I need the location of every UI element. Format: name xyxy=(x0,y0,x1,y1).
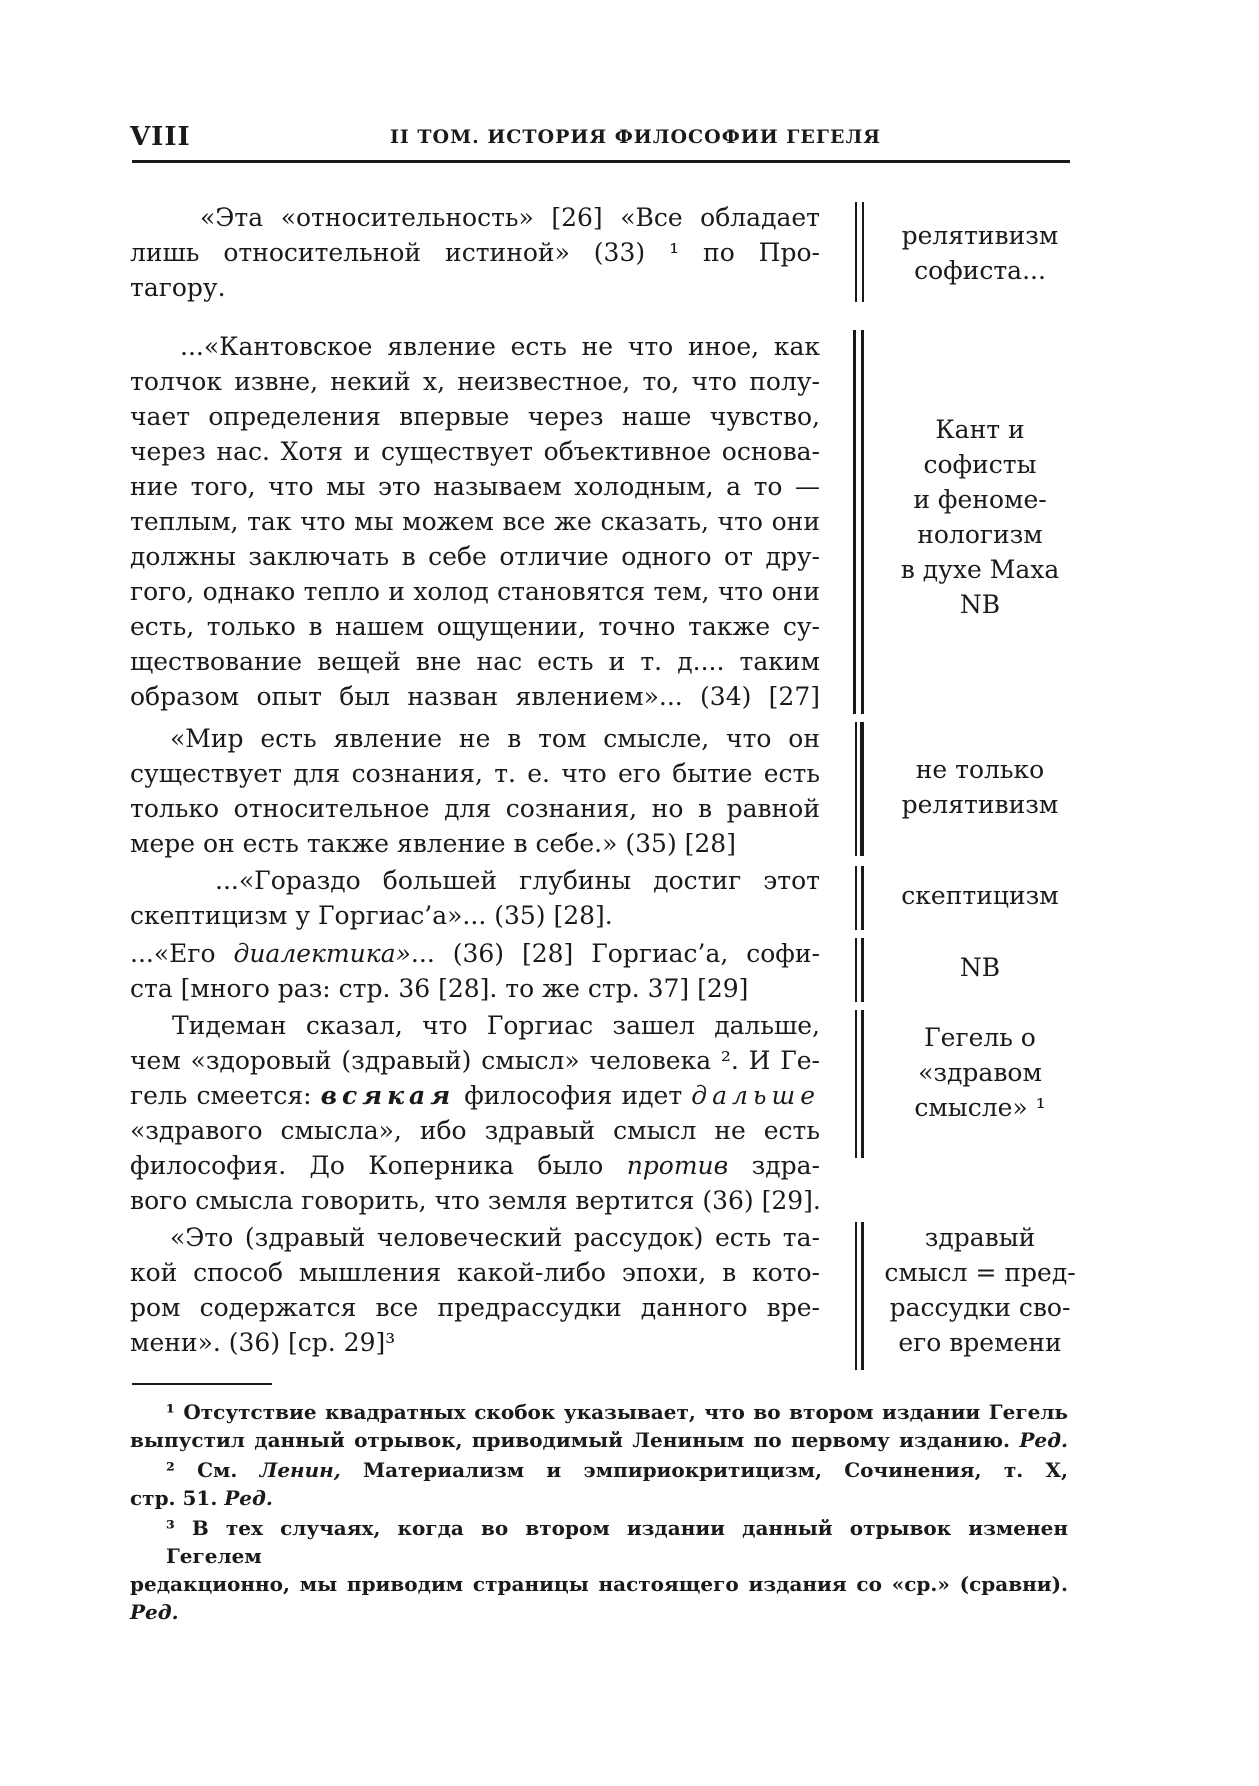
margin-bar xyxy=(862,202,864,302)
text-run: редакционно, мы приводим страницы настоящего издания со «ср.» (сравни). xyxy=(130,1572,1068,1596)
margin-note-line: его времени xyxy=(898,1328,1062,1357)
text-line: «Эта «относительность» [26] «Все обладает xyxy=(200,203,820,232)
text-line: гого, однако тепло и холод становятся тем, что они xyxy=(130,577,820,606)
margin-note-skepticism xyxy=(880,878,1080,913)
author-name: Ленин, xyxy=(259,1458,341,1482)
footnote-rule xyxy=(132,1383,272,1385)
text-line: тагору. xyxy=(130,273,226,302)
text-line: есть, только в нашем ощущении, точно также су- xyxy=(130,612,820,641)
text-line: ществование вещей вне нас есть и т. д.... таким xyxy=(130,647,820,676)
emphasis: диалектика» xyxy=(233,939,411,968)
margin-note-line: релятивизм xyxy=(901,790,1059,819)
text-run: ² См. xyxy=(166,1458,238,1482)
margin-bar xyxy=(861,330,864,714)
editor-mark: Ред. xyxy=(130,1600,179,1624)
text-block-dialectic xyxy=(130,936,820,1006)
text-line xyxy=(130,1078,820,1113)
margin-bar xyxy=(861,1010,864,1158)
text-line: ние того, что мы это называем холодным, а то — xyxy=(130,472,820,501)
text-line: ...«Кантовское явление есть не что иное, как xyxy=(180,332,820,361)
text-block-tiedemann xyxy=(130,1008,820,1218)
margin-note-line: Кант и xyxy=(935,415,1025,444)
text-run: стр. 51. xyxy=(130,1486,218,1510)
text-line: толчок извне, некий x, неизвестное, то, что полу- xyxy=(130,367,820,396)
editor-mark: Ред. xyxy=(1019,1428,1068,1452)
margin-bar xyxy=(861,938,864,1002)
margin-note-line: рассудки сво- xyxy=(889,1293,1071,1322)
margin-bar xyxy=(855,1222,857,1370)
text-line: ром содержатся все предрассудки данного вре- xyxy=(130,1293,820,1322)
emphasis: против xyxy=(626,1151,729,1180)
text-run: философия. До Коперника было xyxy=(130,1151,627,1180)
margin-note-line: софисты xyxy=(923,450,1037,479)
margin-bar xyxy=(855,866,857,930)
text-block-prejudices xyxy=(130,1220,820,1360)
text-block-protagoras xyxy=(130,200,820,305)
editor-mark: Ред. xyxy=(224,1486,273,1510)
text-run: выпустил данный отрывок, приводимый Лениным по первому изданию. xyxy=(130,1428,1010,1452)
text-line: ста [много раз: стр. 36 [28]. то же стр. 37] [29] xyxy=(130,974,749,1003)
margin-bar xyxy=(855,202,857,302)
text-line: чем «здоровый (здравый) смысл» человека ². И Ге- xyxy=(130,1046,820,1075)
text-line: мере он есть также явление в себе.» (35) [28] xyxy=(130,829,736,858)
margin-note-kant xyxy=(880,412,1080,622)
text-line: образом опыт был назван явлением»... (34) [27] xyxy=(130,682,820,711)
page-header xyxy=(130,122,1070,156)
text-line: «Мир есть явление не в том смысле, что он xyxy=(170,724,820,753)
margin-note-line: релятивизм xyxy=(901,221,1059,250)
footnote-line: ³ В тех случаях, когда во втором издании данный отрывок изменен Гегелем xyxy=(166,1516,1068,1568)
footnote-line xyxy=(130,1570,1068,1626)
footnote-line xyxy=(130,1484,1068,1512)
page-number: VIII xyxy=(130,122,191,152)
margin-bar xyxy=(853,330,856,714)
text-line: ...«Гораздо большей глубины достиг этот xyxy=(215,866,820,895)
footnote-line xyxy=(130,1426,1068,1454)
margin-bar xyxy=(861,866,864,930)
text-run: здра- xyxy=(728,1151,820,1180)
margin-bar xyxy=(860,722,864,856)
margin-note-prejudices xyxy=(880,1220,1080,1360)
footnote-2 xyxy=(130,1456,1068,1512)
margin-note-line: скептицизм xyxy=(901,881,1059,910)
text-line: Тидеман сказал, что Горгиас зашел дальше, xyxy=(172,1011,820,1040)
text-line: должны заключать в себе отличие одного от дру- xyxy=(130,542,820,571)
text-line xyxy=(130,1148,820,1183)
text-line: «здравого смысла», ибо здравый смысл не есть xyxy=(130,1116,820,1145)
spaced-emphasis: дальше xyxy=(691,1081,820,1110)
running-title: II ТОМ. ИСТОРИЯ ФИЛОСОФИИ ГЕГЕЛЯ xyxy=(390,126,882,148)
text-line: «Это (здравый человеческий рассудок) есть та- xyxy=(170,1223,820,1252)
text-run: ...«Его xyxy=(130,939,234,968)
margin-note-line: и феноме- xyxy=(913,485,1047,514)
footnote-3 xyxy=(130,1514,1068,1626)
margin-note-line: софиста... xyxy=(914,256,1046,285)
margin-bar xyxy=(855,938,857,1002)
margin-note-nb xyxy=(880,950,1080,985)
text-block-kant xyxy=(130,329,820,714)
margin-note-line: «здравом xyxy=(918,1058,1042,1087)
text-line: вого смысла говорить, что земля вертится (36) [29]. xyxy=(130,1186,821,1215)
margin-note-line: в духе Маха xyxy=(900,555,1060,584)
footnote-line xyxy=(130,1456,1068,1484)
margin-bar xyxy=(855,722,857,856)
text-line: скептицизм у Горгиас’а»... (35) [28]. xyxy=(130,901,613,930)
margin-note-line: здравый xyxy=(924,1223,1036,1252)
margin-note-line: смысл = пред- xyxy=(884,1258,1076,1287)
margin-note-line: NB xyxy=(959,953,1001,982)
margin-bar xyxy=(861,1222,864,1370)
text-block-world xyxy=(130,721,820,861)
margin-note-common-sense xyxy=(880,1020,1080,1125)
text-line: через нас. Хотя и существует объективное основа- xyxy=(130,437,820,466)
text-line: существует для сознания, т. е. что его бытие есть xyxy=(130,759,820,788)
text-line: кой способ мышления какой-либо эпохи, в кото- xyxy=(130,1258,820,1287)
margin-note-line: не только xyxy=(915,755,1045,784)
text-line: лишь относительной истиной» (33) ¹ по Про- xyxy=(130,238,820,267)
text-block-gorgias xyxy=(130,863,820,933)
spaced-emphasis: всякая xyxy=(320,1081,456,1110)
margin-note-line: NB xyxy=(959,590,1001,619)
margin-note-not-only-relativism xyxy=(880,752,1080,822)
text-line: только относительное для сознания, но в равной xyxy=(130,794,820,823)
margin-note-relativism xyxy=(880,218,1080,288)
text-run: философия идет xyxy=(455,1081,692,1110)
margin-note-line: Гегель о xyxy=(924,1023,1036,1052)
text-run: ... (36) [28] Горгиас’а, софи- xyxy=(410,939,820,968)
margin-note-line: смысле» ¹ xyxy=(914,1093,1046,1122)
text-line xyxy=(130,936,820,971)
text-run: гель смеется: xyxy=(130,1081,321,1110)
text-line: чает определения впервые через наше чувство, xyxy=(130,402,820,431)
footnote-1 xyxy=(130,1398,1068,1454)
margin-bar xyxy=(855,1010,857,1158)
margin-note-line: нологизм xyxy=(917,520,1043,549)
footnote-line: ¹ Отсутствие квадратных скобок указывает, что во втором издании Гегель xyxy=(166,1400,1068,1424)
header-rule xyxy=(132,160,1070,163)
text-line: теплым, так что мы можем все же сказать, что они xyxy=(130,507,820,536)
text-line: мени». (36) [ср. 29]³ xyxy=(130,1328,396,1357)
text-run: Материализм и эмпириокритицизм, Сочинения, т. X, xyxy=(363,1458,1068,1482)
